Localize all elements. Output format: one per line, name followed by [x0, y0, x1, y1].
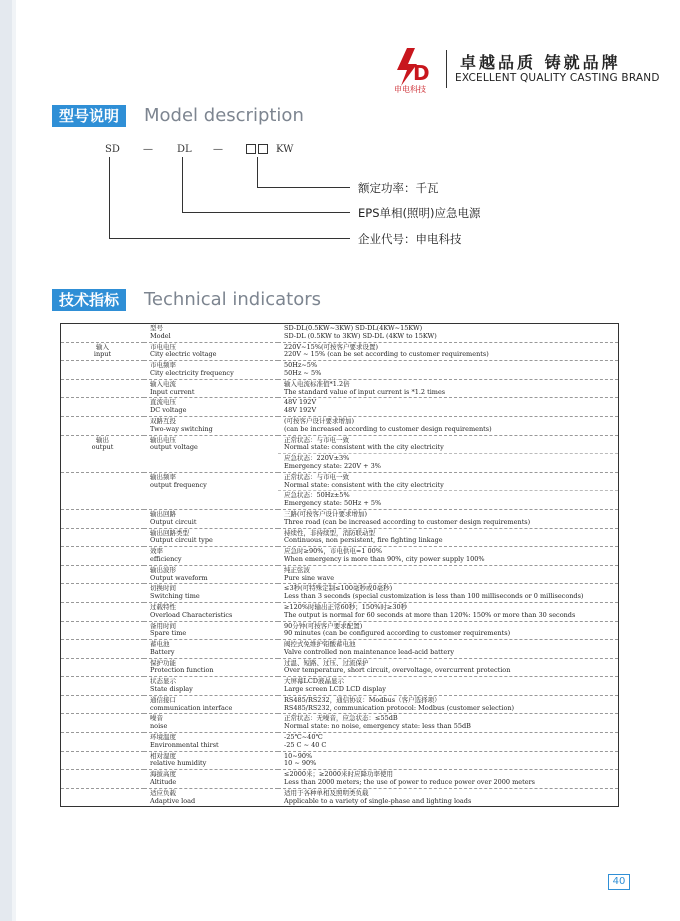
row-group-cell [61, 658, 145, 677]
table-row [61, 528, 619, 547]
row-item-cell: 输出回路 Output circuit [144, 509, 278, 528]
table-row [61, 602, 619, 621]
row-item-cell: 噪音 noise [144, 714, 278, 733]
row-group-cell [61, 733, 145, 752]
table-row [61, 398, 619, 417]
row-item-cell: 输出频率 output frequency [144, 472, 278, 491]
row-item-cell: 效率 efficiency [144, 547, 278, 566]
row-value-cell: 应急状态：50Hz±5% Emergency state: 50Hz + 5% [278, 491, 619, 510]
row-value-cell: 持续性，非持续型，消防联动型 Continuous, non persistent, fire fighting linkage [278, 528, 619, 547]
table-row [61, 770, 619, 789]
row-value-cell: 正常状态：无噪音，应急状态：≤55dB Normal state: no noise, emergency state: less than 55dB [278, 714, 619, 733]
row-group-cell [61, 677, 145, 696]
table-row [61, 695, 619, 714]
row-value-cell: -25℃~40℃ -25 C ~ 40 C [278, 733, 619, 752]
table-row [61, 491, 619, 510]
row-value-cell: 大屏幕LCD液晶显示 Large screen LCD LCD display [278, 677, 619, 696]
row-value-cell: 48V 192V 48V 192V [278, 398, 619, 417]
row-item-cell: 直流电压 DC voltage [144, 398, 278, 417]
row-item-cell: 保护功能 Protection function [144, 658, 278, 677]
row-value-cell: 10~90% 10 ~ 90% [278, 751, 619, 770]
row-value-cell: ≥120%时输出正常60秒；150%时≥30秒 The output is normal for 60 seconds at more than 120%: 150% or more than 30 seconds [278, 602, 619, 621]
table-row [61, 565, 619, 584]
code-sd: SD [105, 144, 120, 155]
tech-spec-table [60, 323, 619, 807]
table-row [61, 361, 619, 380]
row-item-cell: 市电电压 City electric voltage [144, 342, 278, 361]
row-value-cell: (可按客户设计要求增加) (can be increased according to customer design requirements) [278, 416, 619, 435]
table-row [61, 714, 619, 733]
row-group-cell [61, 379, 145, 398]
row-group-cell [61, 361, 145, 380]
row-group-cell: 输出 output [61, 435, 145, 454]
row-value-cell: 三路(可按客户设计要求增加) Three road (can be increased according to customer design requirements) [278, 509, 619, 528]
row-group-cell [61, 565, 145, 584]
row-item-cell: 型号 Model [150, 324, 171, 340]
row-item-cell: 相对湿度 relative humidity [144, 751, 278, 770]
row-item-cell: 通信接口 communication interface [144, 695, 278, 714]
row-group-cell [61, 714, 145, 733]
code-power-boxes [246, 144, 270, 156]
page-number: 40 [608, 874, 630, 890]
row-item-cell [144, 491, 278, 510]
row-item-cell: 输入电流 Input current [144, 379, 278, 398]
row-group-cell [61, 472, 145, 491]
row-value-cell: 过温、短路、过压、过流保护 Over temperature, short circuit, overvoltage, overcurrent protection [278, 658, 619, 677]
row-value-cell: 正常状态：与市电一致 Normal state: consistent with the city electricity [278, 472, 619, 491]
desc-rated-power: 额定功率：千瓦 [358, 181, 439, 195]
row-value-cell: 50Hz~5% 50Hz ~ 5% [278, 361, 619, 380]
row-group-cell [61, 770, 145, 789]
table-row [61, 584, 619, 603]
desc-eps-type: EPS单相(照明)应急电源 [358, 206, 481, 220]
row-group-cell [61, 509, 145, 528]
row-value-cell: 正常状态：与市电一致 Normal state: consistent with the city electricity [278, 435, 619, 454]
table-row [61, 658, 619, 677]
row-group-cell [61, 547, 145, 566]
bracket-company [109, 157, 350, 239]
row-group-cell [61, 491, 145, 510]
row-group-cell [61, 640, 145, 659]
table-row [61, 751, 619, 770]
row-group-cell [61, 416, 145, 435]
table-row [61, 733, 619, 752]
row-group-cell [61, 695, 145, 714]
table-row [61, 454, 619, 473]
row-group-cell [61, 584, 145, 603]
row-item-cell: 状态显示 State display [144, 677, 278, 696]
page-edge-strip [0, 0, 12, 921]
row-value-cell: 适用于各种单相及照明类负载 Applicable to a variety of single-phase and lighting loads [278, 788, 619, 807]
row-group-cell: 输入 input [61, 342, 145, 361]
model-section-title: Model description [144, 105, 304, 126]
row-group-cell [61, 751, 145, 770]
table-row [61, 621, 619, 640]
tech-section-title: Technical indicators [144, 289, 321, 310]
row-item-cell: 过载特性 Overload Characteristics [144, 602, 278, 621]
table-row [61, 640, 619, 659]
header-divider [446, 50, 447, 88]
row-value-cell: 220V~15%(可按客户要求设置) 220V ~ 15% (can be set according to customer requirements) [278, 342, 619, 361]
page-edge-strip-inner [12, 0, 16, 921]
row-value-cell: 应急时≥90%，市电供电≈1 00% When emergency is more than 90%, city power supply 100% [278, 547, 619, 566]
row-item-cell: 切换时间 Switching time [144, 584, 278, 603]
slogan-english: EXCELLENT QUALITY CASTING BRAND [455, 72, 660, 84]
logo-caption: 申电科技 [394, 85, 426, 94]
table-row [61, 416, 619, 435]
tech-section-tag: 技术指标 [52, 289, 126, 311]
table-row [61, 788, 619, 807]
slogan-chinese: 卓越品质 铸就品牌 [460, 53, 621, 72]
row-value-cell: RS485/RS232，通信协议：Modbus（客户选择项） RS485/RS232, communication protocol: Modbus (customer selection) [278, 695, 619, 714]
row-value-cell: 阀控式免维护铅酸蓄电池 Valve controlled non maintenance lead-acid battery [278, 640, 619, 659]
row-group-cell [61, 621, 145, 640]
row-item-cell: 双路互投 Two-way switching [144, 416, 278, 435]
row-value-cell: 输入电流标准值*1.2倍 The standard value of input current is *1.2 times [278, 379, 619, 398]
row-item-cell: 输出回路类型 Output circuit type [144, 528, 278, 547]
row-value-cell: SD-DL(0.5KW~3KW) SD-DL(4KW~15KW) SD-DL (0.5KW to 3KW) SD-DL (4KW to 15KW) [284, 324, 437, 340]
row-group-cell [61, 398, 145, 417]
row-value-cell: 应急状态：220V±3% Emergency state: 220V + 3% [278, 454, 619, 473]
row-value-cell: 90分钟(可按客户要求配置) 90 minutes (can be configured according to customer requirements) [278, 621, 619, 640]
table-row [61, 472, 619, 491]
code-dash-2: — [213, 144, 223, 155]
row-item-cell: 海拔高度 Altitude [144, 770, 278, 789]
table-row [61, 342, 619, 361]
model-section-tag: 型号说明 [52, 105, 126, 127]
row-value-cell: ≤2000米；≥2000米时应降功率使用 Less than 2000 meters; the use of power to reduce power over 2000 meters [278, 770, 619, 789]
row-item-cell: 适应负载 Adaptive load [144, 788, 278, 807]
row-group-cell [61, 602, 145, 621]
code-kw: KW [276, 144, 294, 155]
row-group-cell [61, 788, 145, 807]
row-group-cell [61, 528, 145, 547]
table-row [61, 324, 619, 343]
table-row [61, 677, 619, 696]
row-item-cell: 输出电压 output voltage [144, 435, 278, 454]
svg-text:D: D [413, 61, 430, 85]
row-group-cell [61, 454, 145, 473]
table-row [61, 379, 619, 398]
code-dl: DL [177, 144, 192, 155]
row-item-cell: 输出波形 Output waveform [144, 565, 278, 584]
code-dash-1: — [143, 144, 153, 155]
row-value-cell: ≤3秒(可特殊定制≤100毫秒或0毫秒) Less than 3 seconds (special customization is less than 100 milliseconds or 0 milliseconds) [278, 584, 619, 603]
row-item-cell: 备用时间 Spare time [144, 621, 278, 640]
row-item-cell: 蓄电池 Battery [144, 640, 278, 659]
row-value-cell: 纯正弦波 Pure sine wave [278, 565, 619, 584]
row-item-cell: 市电频率 City electricity frequency [144, 361, 278, 380]
desc-company-code: 企业代号：申电科技 [358, 232, 462, 246]
row-item-cell: 环境温度 Environmental thirst [144, 733, 278, 752]
table-row [61, 435, 619, 454]
row-item-cell [144, 454, 278, 473]
row-group-cell [61, 324, 145, 343]
table-row [61, 547, 619, 566]
table-row [61, 509, 619, 528]
